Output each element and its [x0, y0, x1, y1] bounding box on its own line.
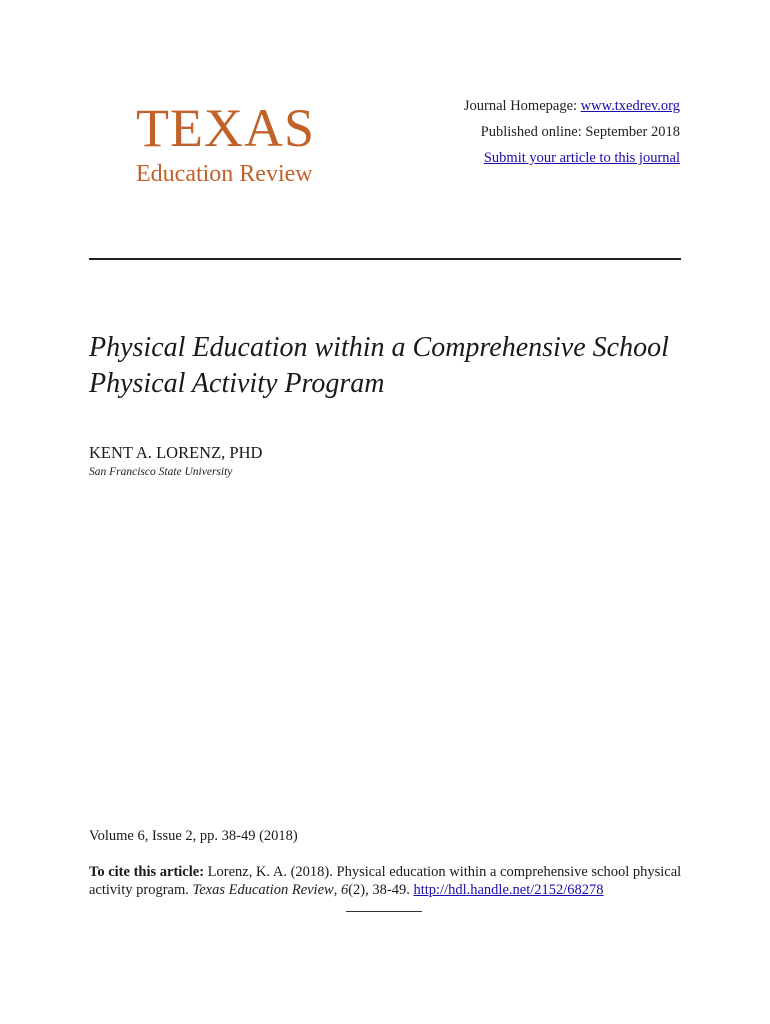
journal-meta	[464, 93, 680, 171]
citation-text-part1: Lorenz, K. A. (2018). Physical education within a comprehensive school physical activity program.	[89, 864, 682, 898]
citation-volume: 6	[340, 882, 349, 898]
citation-sep: ,	[333, 882, 341, 898]
citation-label: To cite this article:	[89, 864, 205, 880]
citation-text-part2: (2), 38-49.	[348, 882, 414, 898]
author-name: KENT A. LORENZ, PHD	[89, 443, 263, 462]
submit-line	[464, 145, 680, 171]
citation-handle-link[interactable]: http://hdl.handle.net/2152/68278	[413, 882, 604, 898]
volume-info: Volume 6, Issue 2, pp. 38-49 (2018)	[89, 828, 298, 844]
article-title-line1: Physical Education within a Comprehensive School	[89, 332, 669, 363]
citation-journal: Texas Education Review	[192, 882, 334, 898]
published-date: Published online: September 2018	[480, 124, 680, 140]
journal-homepage-label: Journal Homepage:	[463, 98, 581, 114]
journal-homepage-link[interactable]: www.txedrev.org	[580, 98, 680, 114]
journal-logo	[136, 100, 356, 188]
citation-block	[89, 863, 689, 899]
author-affiliation: San Francisco State University	[89, 466, 233, 478]
article-title-line2: Physical Activity Program	[89, 368, 385, 399]
header-divider	[89, 258, 681, 260]
logo-subtitle: Education Review	[136, 161, 313, 187]
logo-texas-text: TEXAS	[136, 98, 315, 158]
submit-article-link[interactable]: Submit your article to this journal	[483, 150, 680, 166]
footnote-divider	[346, 911, 422, 912]
journal-homepage-line	[464, 93, 680, 119]
article-title	[89, 330, 689, 402]
